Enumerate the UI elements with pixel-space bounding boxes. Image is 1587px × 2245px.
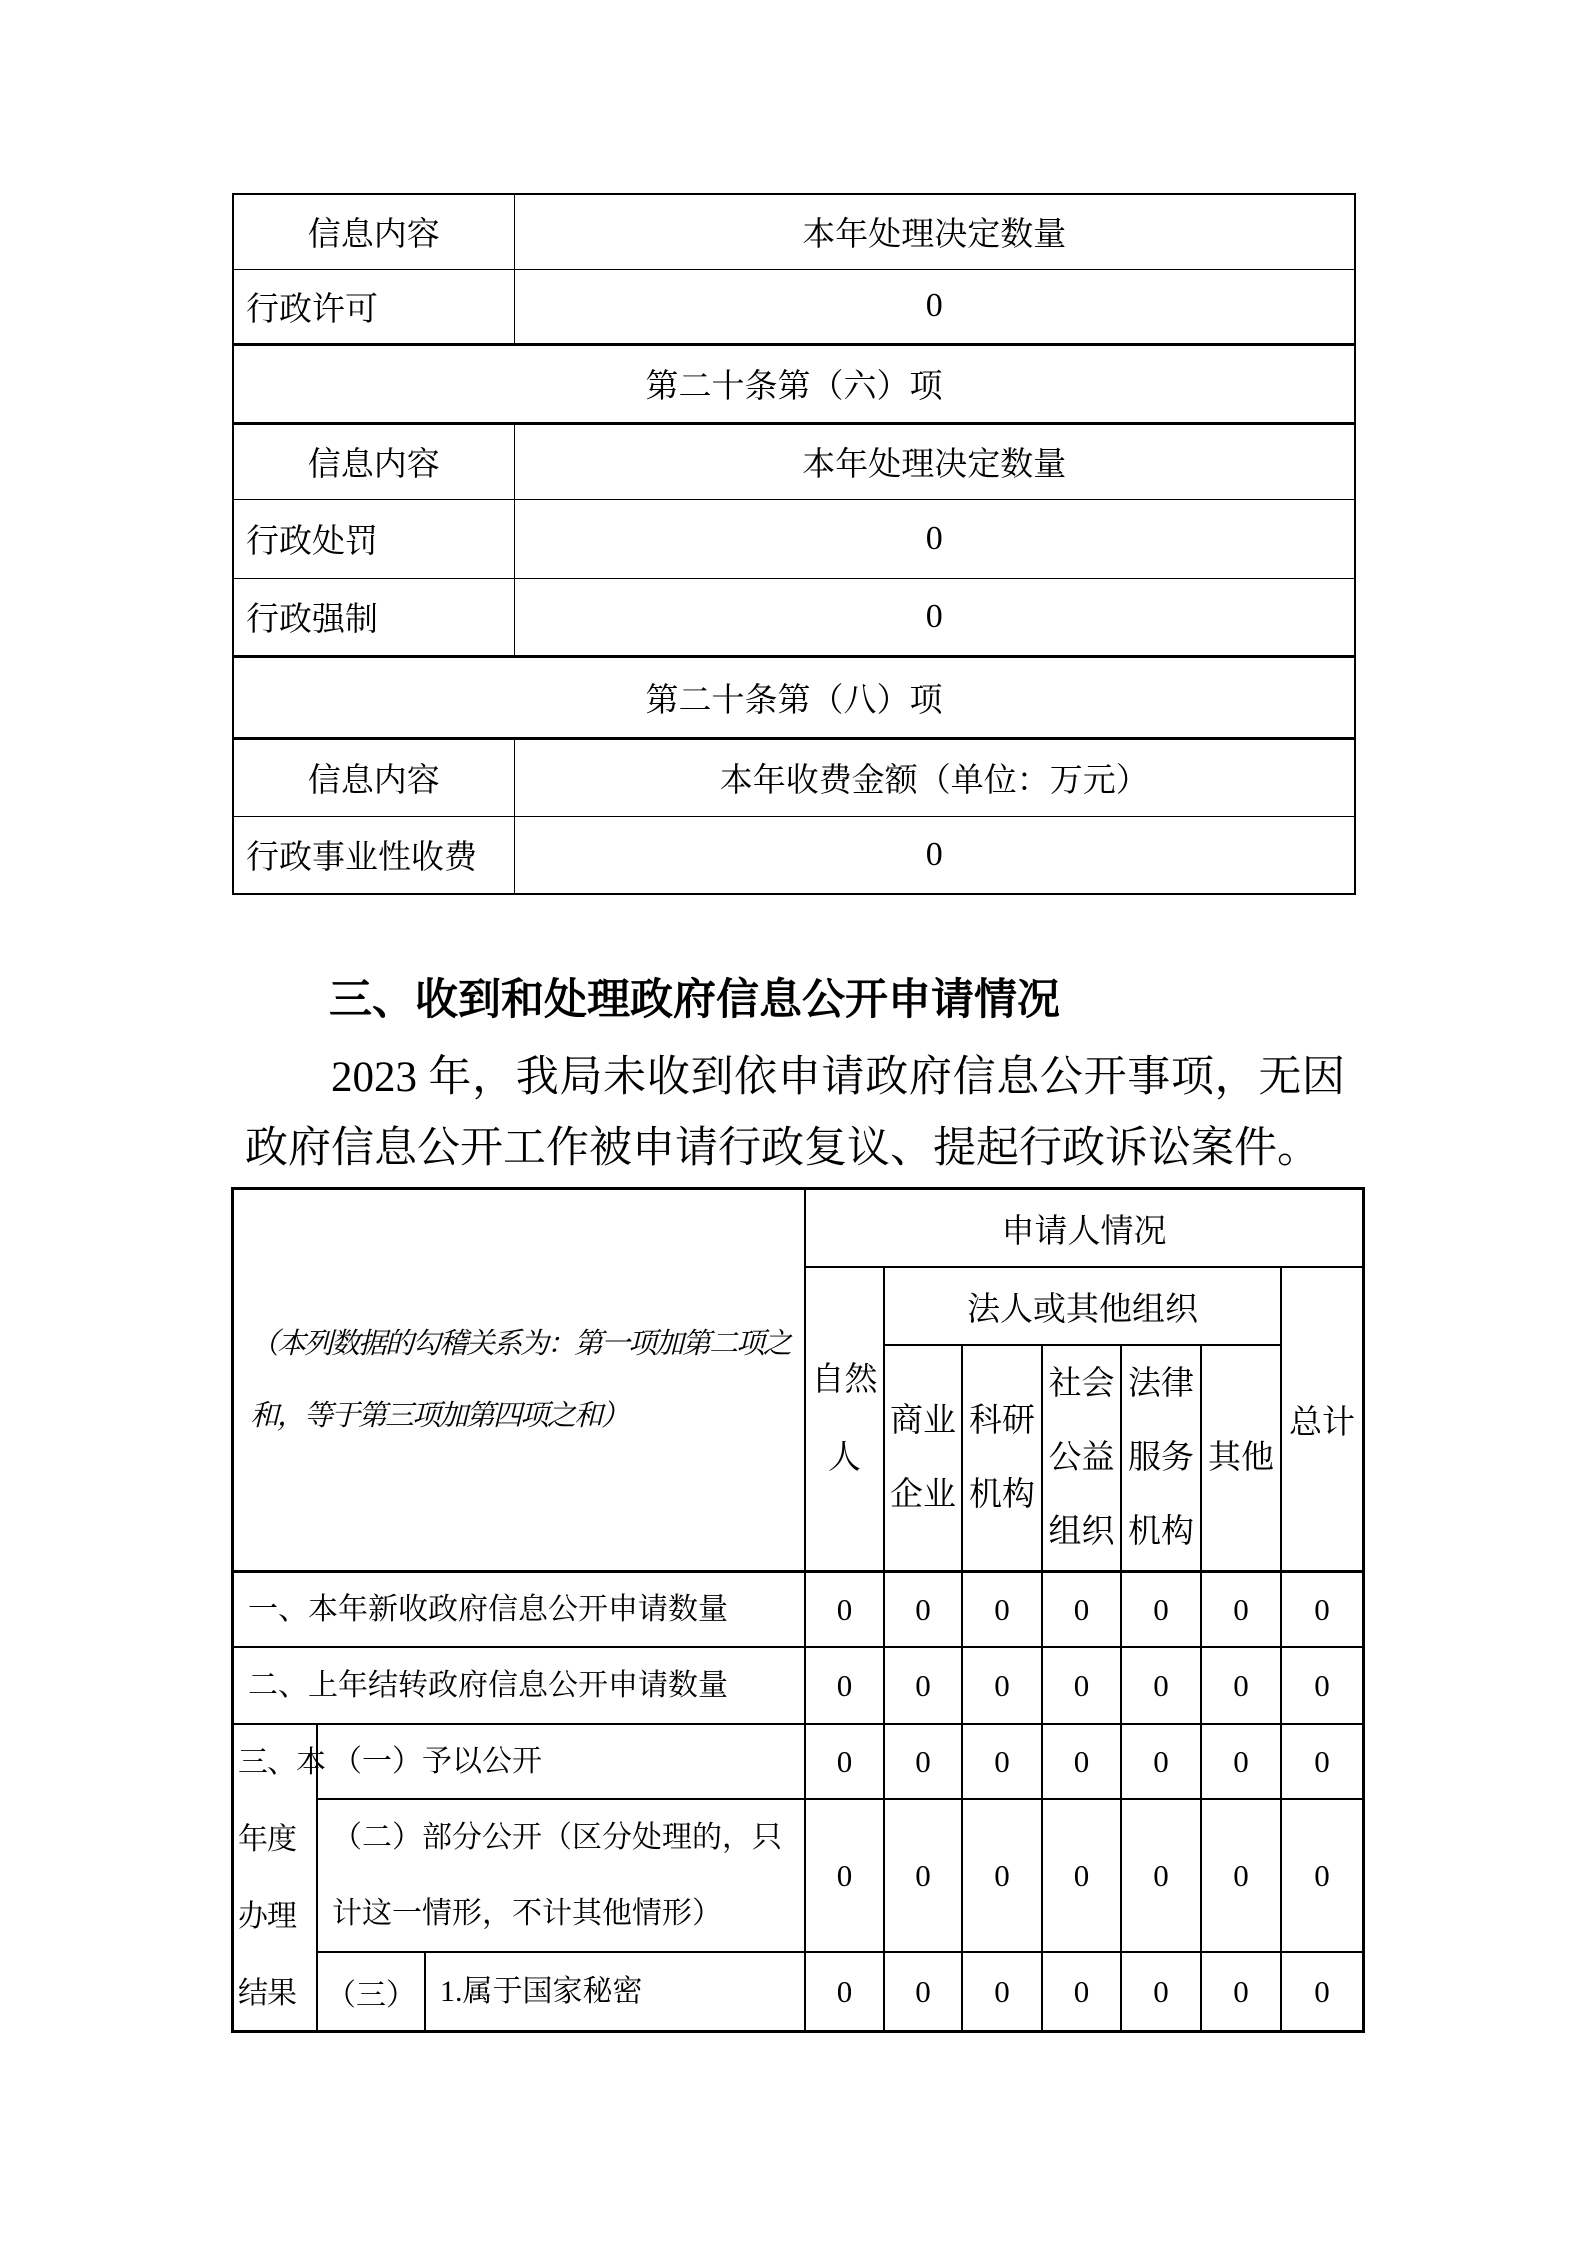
value-cell: 0 <box>963 1648 1043 1725</box>
sub-row-three-prefix: （三） <box>318 1953 426 2030</box>
value-cell: 0 <box>806 1800 885 1953</box>
value-cell: 0 <box>806 1725 885 1800</box>
value-cell: 0 <box>1122 1573 1202 1648</box>
value-cell: 0 <box>885 1953 963 2030</box>
value-cell: 0 <box>1122 1725 1202 1800</box>
section-heading: 三、收到和处理政府信息公开申请情况 <box>329 976 1060 1024</box>
value-cell: 0 <box>963 1800 1043 1953</box>
value-cell: 0 <box>1043 1648 1122 1725</box>
row-value: 0 <box>514 816 1355 894</box>
info-content-header: 信息内容 <box>233 194 514 269</box>
value-cell: 0 <box>1043 1725 1122 1800</box>
applications-table <box>231 1187 1365 2033</box>
value-cell: 0 <box>963 1953 1043 2030</box>
article20-items-table <box>232 193 1356 895</box>
value-cell: 0 <box>806 1953 885 2030</box>
decision-count-header: 本年处理决定数量 <box>514 423 1355 499</box>
row-label: 行政强制 <box>233 578 514 656</box>
table-row <box>233 269 1355 344</box>
value-cell: 0 <box>885 1725 963 1800</box>
info-content-header: 信息内容 <box>233 423 514 499</box>
commercial-enterprise-header: 商业企业 <box>885 1346 963 1573</box>
table-row <box>233 423 1355 499</box>
row-value: 0 <box>514 499 1355 578</box>
table-row <box>233 578 1355 656</box>
value-cell: 0 <box>885 1800 963 1953</box>
row-new-applications-label: 一、本年新收政府信息公开申请数量 <box>234 1573 806 1648</box>
value-cell: 0 <box>1282 1725 1362 1800</box>
table-section-row <box>233 656 1355 738</box>
row-carryover-applications-label: 二、上年结转政府信息公开申请数量 <box>234 1648 806 1725</box>
value-cell: 0 <box>1043 1800 1122 1953</box>
value-cell: 0 <box>963 1573 1043 1648</box>
value-cell: 0 <box>1122 1953 1202 2030</box>
social-welfare-org-header: 社会公益组织 <box>1043 1346 1122 1573</box>
sub-row-partially-disclosed-label: （二）部分公开（区分处理的，只计这一情形，不计其他情形） <box>318 1800 806 1953</box>
legal-service-org-header: 法律服务机构 <box>1122 1346 1202 1573</box>
row-label: 行政许可 <box>233 269 514 344</box>
info-content-header: 信息内容 <box>233 738 514 816</box>
table-section-row <box>233 344 1355 423</box>
value-cell: 0 <box>806 1648 885 1725</box>
table-row <box>233 499 1355 578</box>
value-cell: 0 <box>1122 1648 1202 1725</box>
legal-org-header: 法人或其他组织 <box>885 1268 1282 1346</box>
value-cell: 0 <box>806 1573 885 1648</box>
research-institution-header: 科研机构 <box>963 1346 1043 1573</box>
applicant-header: 申请人情况 <box>806 1190 1362 1268</box>
fee-amount-header: 本年收费金额（单位：万元） <box>514 738 1355 816</box>
table-row <box>233 816 1355 894</box>
table-row <box>233 194 1355 269</box>
value-cell: 0 <box>1202 1648 1282 1725</box>
row-label: 行政事业性收费 <box>233 816 514 894</box>
value-cell: 0 <box>1122 1800 1202 1953</box>
value-cell: 0 <box>1202 1953 1282 2030</box>
value-cell: 0 <box>885 1648 963 1725</box>
note-cell: （本列数据的勾稽关系为：第一项加第二项之和，等于第三项加第四项之和） <box>234 1190 806 1573</box>
value-cell: 0 <box>1202 1725 1282 1800</box>
section-merged-label: 第二十条第（六）项 <box>233 344 1355 423</box>
value-cell: 0 <box>885 1573 963 1648</box>
section-merged-label: 第二十条第（八）项 <box>233 656 1355 738</box>
value-cell: 0 <box>1282 1573 1362 1648</box>
row-value: 0 <box>514 578 1355 656</box>
value-cell: 0 <box>1282 1648 1362 1725</box>
value-cell: 0 <box>1282 1800 1362 1953</box>
section-paragraph: 2023 年，我局未收到依申请政府信息公开事项，无因政府信息公开工作被申请行政复议、提起行政诉讼案件。 <box>245 1054 1345 1172</box>
natural-person-header: 自然人 <box>806 1268 885 1573</box>
value-cell: 0 <box>1202 1573 1282 1648</box>
sub-row-disclosed-label: （一）予以公开 <box>318 1725 806 1800</box>
value-cell: 0 <box>1314 1973 1330 2009</box>
other-header: 其他 <box>1202 1346 1282 1573</box>
row-label: 行政处罚 <box>233 499 514 578</box>
sub-row-state-secret-label: 1.属于国家秘密 <box>426 1953 806 2030</box>
value-cell: 0 <box>1043 1953 1122 2030</box>
value-cell: 0 <box>963 1725 1043 1800</box>
group-processing-results-label: 三、本 年度 办理 结果 <box>234 1725 318 2030</box>
table-row <box>233 738 1355 816</box>
total-header: 总计 <box>1282 1268 1362 1573</box>
row-value: 0 <box>514 269 1355 344</box>
value-cell: 0 <box>1043 1573 1122 1648</box>
value-cell: 0 <box>1202 1800 1282 1953</box>
decision-count-header: 本年处理决定数量 <box>514 194 1355 269</box>
